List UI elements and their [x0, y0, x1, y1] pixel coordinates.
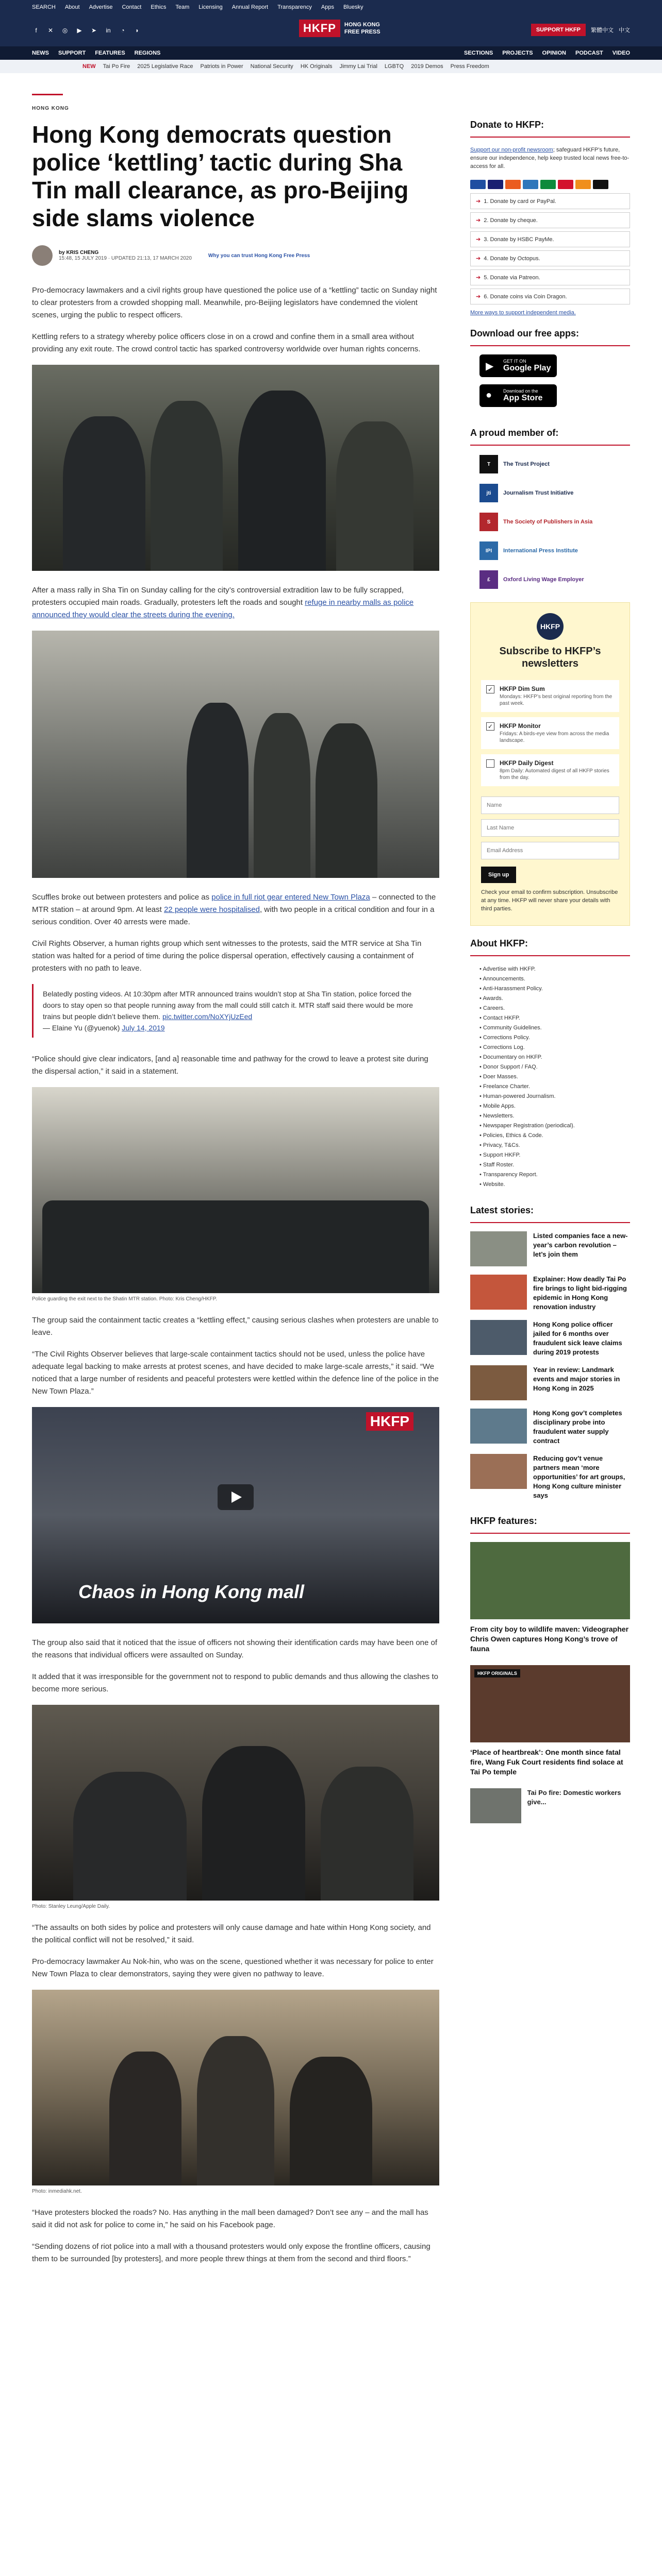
paragraph: The group also said that it noticed that the issue of officers not showing their identification cards may have been one of the reasons that individual officers were assaulted on Sunday.: [32, 1638, 438, 1659]
paragraph: Civil Rights Observer, a human rights group which sent witnesses to the protests, said the MTR service at Sha Tin station was halted for a period of time during the police dispersal operation, effectively causing a containment of protesters with no path to leave.: [32, 939, 422, 973]
about-item[interactable]: • Freelance Charter.: [479, 1082, 630, 1092]
donate-option[interactable]: ➔ 4. Donate by Octopus.: [470, 250, 630, 266]
about-item[interactable]: • Newspaper Registration (periodical).: [479, 1121, 630, 1131]
paragraph: It added that it was irresponsible for the government not to respond to public demands and thus allowing the clashes to become more serious.: [32, 1672, 438, 1693]
about-item[interactable]: • Policies, Ethics & Code.: [479, 1131, 630, 1141]
bluesky-link[interactable]: Bluesky: [343, 4, 363, 10]
story-thumbnail[interactable]: [470, 1365, 527, 1400]
apple-icon: ●: [486, 389, 492, 401]
story-thumbnail[interactable]: [470, 1231, 527, 1266]
email-field[interactable]: [481, 842, 619, 859]
annual-report-link[interactable]: Annual Report: [231, 4, 269, 10]
photo-mall-crowd: [32, 1990, 439, 2185]
tweet-pic-link[interactable]: pic.twitter.com/NoXYjUzEed: [162, 1012, 253, 1021]
newsletter-note: Check your email to confirm subscription. Unsubscribe at any time. HKFP will never share your details with third parties.: [481, 889, 618, 912]
photo-riot-police: [32, 365, 439, 571]
video-title: Chaos in Hong Kong mall: [78, 1581, 304, 1602]
checkbox[interactable]: [486, 759, 494, 768]
feature-image[interactable]: [470, 1665, 630, 1742]
latest-story[interactable]: Explainer: How deadly Tai Po fire brings to light bid-rigging epidemic in Hong Kong renovation industry: [470, 1275, 630, 1312]
member-heading: A proud member of:: [470, 428, 630, 446]
feature-title[interactable]: From city boy to wildlife maven: Videographer Chris Owen captures Hong Kong’s trove of fauna: [470, 1625, 629, 1653]
apps-link[interactable]: Apps: [321, 4, 334, 10]
feature-story[interactable]: Tai Po fire: Domestic workers give...: [470, 1788, 630, 1823]
jcb-icon: [540, 180, 556, 189]
photo-caption: Photo: Stanley Leung/Apple Daily.: [32, 1904, 110, 1909]
donate-option[interactable]: ➔ 6. Donate coins via Coin Dragon.: [470, 289, 630, 304]
nav-regions[interactable]: REGIONS: [134, 50, 161, 56]
photo-station-exit: [32, 1087, 439, 1293]
donate-text: Support our non-profit newsroom; safeguard HKFP’s future, ensure our independence, help keep trusted local news free-to-access for all.: [470, 147, 630, 170]
byline: [32, 245, 439, 266]
mastercard-icon: [505, 180, 521, 189]
chinese-link[interactable]: 中文: [619, 27, 630, 33]
youtube-icon[interactable]: ▶: [77, 27, 82, 34]
about-item[interactable]: • Human-powered Journalism.: [479, 1092, 630, 1101]
embedded-tweet: Belatedly posting videos. At 10:30pm after MTR announced trains wouldn’t stop at Sha Tin station, police forced the doors to stay open so that people running away from the mall could still catch it. MTR staff said there would be more trains but people didn’t believe them. pic.twitter.com/NoXYjUzEed — Elaine Yu (@yuenok) July 14, 2019: [32, 984, 439, 1038]
member-trust-project[interactable]: T The Trust Project: [479, 454, 630, 474]
trend-item[interactable]: Jimmy Lai Trial: [339, 63, 377, 70]
advertise-link[interactable]: Advertise: [89, 4, 113, 10]
about-item[interactable]: • Mobile Apps.: [479, 1101, 630, 1111]
sopa-icon: S: [479, 513, 498, 531]
story-thumbnail[interactable]: [470, 1409, 527, 1444]
latest-story[interactable]: Reducing gov’t venue partners mean ‘more opportunities’ for art groups, Hong Kong culture minister says: [470, 1454, 630, 1500]
licensing-link[interactable]: Licensing: [198, 4, 223, 10]
trend-item[interactable]: 2019 Demos: [411, 63, 443, 70]
latest-story[interactable]: Year in review: Landmark events and major stories in Hong Kong in 2025: [470, 1365, 630, 1400]
member-ipi[interactable]: IPI International Press Institute: [479, 540, 630, 561]
nav-projects[interactable]: PROJECTS: [502, 50, 533, 56]
google-play-button[interactable]: ▶ GET IT ON Google Play: [479, 354, 557, 377]
photo-mall-clash: [32, 1705, 439, 1901]
inline-link[interactable]: 22 people were hospitalised: [163, 905, 260, 914]
about-item[interactable]: • Announcements.: [479, 974, 630, 984]
last-name-field[interactable]: [481, 819, 619, 837]
ipi-icon: IPI: [479, 541, 498, 560]
newsletter-option[interactable]: ✓ HKFP Monitor Fridays: A birds-eye view from across the media landscape.: [481, 717, 619, 749]
name-field[interactable]: [481, 796, 619, 814]
inline-link[interactable]: refuge in nearby malls as police announced they would clear the streets during the evening.: [32, 598, 414, 619]
member-living-wage[interactable]: £ Oxford Living Wage Employer: [479, 569, 630, 590]
article-title: Hong Kong democrats question police ‘kettling’ tactic during Sha Tin mall clearance, as pro-Beijing side slams violence: [32, 121, 409, 231]
newsletter-logo: HKFP: [537, 613, 564, 640]
team-link[interactable]: Team: [175, 4, 190, 10]
donate-option[interactable]: ➔ 3. Donate by HSBC PayMe.: [470, 231, 630, 247]
social-icons: [32, 26, 141, 35]
about-item[interactable]: • Community Guidelines.: [479, 1023, 630, 1033]
donate-option[interactable]: ➔ 2. Donate by cheque.: [470, 212, 630, 228]
about-item[interactable]: • Corrections Log.: [479, 1043, 630, 1053]
originals-badge: HKFP ORIGINALS: [474, 1669, 520, 1677]
latest-story[interactable]: Listed companies face a new-year’s carbon revolution – let’s join them: [470, 1231, 630, 1266]
embedded-video[interactable]: [32, 1407, 439, 1623]
trending-bar: [0, 60, 662, 73]
ethics-link[interactable]: Ethics: [151, 4, 167, 10]
photo-caption: Police guarding the exit next to the Shatin MTR station. Photo: Kris Cheng/HKFP.: [32, 1296, 217, 1302]
newsletter-option[interactable]: ✓ HKFP Dim Sum Mondays: HKFP’s best original reporting from the past week.: [481, 680, 619, 712]
about-item[interactable]: • Donor Support / FAQ.: [479, 1062, 630, 1072]
logo-line1: HONG KONG: [344, 22, 380, 28]
x-icon[interactable]: ✕: [47, 27, 54, 34]
inline-link[interactable]: police in full riot gear entered New Town Plaza: [211, 893, 370, 902]
newsletter-title: Subscribe to HKFP’s newsletters: [499, 646, 601, 669]
about-item[interactable]: • Advertise with HKFP.: [479, 964, 630, 974]
nav-video[interactable]: VIDEO: [612, 50, 630, 56]
paragraph: “Police should give clear indicators, [and a] reasonable time and pathway for the crowd to leave a protest site during the dispersal action,” it said in a statement.: [32, 1055, 428, 1076]
about-item[interactable]: • Privacy, T&Cs.: [479, 1141, 630, 1150]
linkedin-icon[interactable]: in: [106, 27, 111, 34]
tweet-date-link[interactable]: July 14, 2019: [122, 1024, 165, 1032]
logo-mark: HKFP: [299, 20, 340, 37]
photo-caption: Photo: inmediahk.net.: [32, 2189, 82, 2194]
header: [0, 14, 662, 46]
author-avatar: [32, 245, 53, 266]
latest-heading: Latest stories:: [470, 1205, 630, 1223]
nav-sections[interactable]: SECTIONS: [464, 50, 493, 56]
main-nav: [0, 46, 662, 60]
trust-project-icon: T: [479, 455, 498, 473]
story-thumbnail[interactable]: [470, 1454, 527, 1489]
app-store-button[interactable]: ● Download on the App Store: [479, 384, 557, 407]
payme-icon: [558, 180, 573, 189]
feature-title[interactable]: ‘Place of heartbreak’: One month since fatal fire, Wang Fuk Court residents find solace at Tai Po temple: [470, 1748, 623, 1776]
trend-item[interactable]: National Security: [250, 63, 293, 70]
visa-icon: [488, 180, 503, 189]
transparency-link[interactable]: Transparency: [277, 4, 312, 10]
member-jti[interactable]: jti Journalism Trust Initiative: [479, 483, 630, 503]
photo-mall-police: [32, 631, 439, 878]
about-item[interactable]: • Staff Roster.: [479, 1160, 630, 1170]
red-rule: [32, 94, 63, 95]
paragraph: The group said the containment tactic creates a “kettling effect,” causing serious clashes when protesters are unable to leave.: [32, 1316, 439, 1337]
paypal-icon: [470, 180, 486, 189]
google-play-icon: ▶: [486, 361, 494, 372]
amex-icon: [523, 180, 538, 189]
paragraph: Scuffles broke out between protesters and police as police in full riot gear entered New Town Plaza – connected to the MTR station – at around 9pm. At least 22 people were hospitalised, with two people in a critical condition and four in a serious condition. Over 40 arrests were made.: [32, 893, 436, 926]
paragraph: “The assaults on both sides by police and protesters will only cause damage and hate within Hong Kong society, and the political conflict will not be resolved,” it said.: [32, 1923, 431, 1944]
nav-news[interactable]: NEWS: [32, 50, 49, 56]
checkbox[interactable]: ✓: [486, 685, 494, 693]
video-brand: HKFP: [366, 1412, 413, 1431]
living-wage-icon: £: [479, 570, 498, 589]
article: [32, 73, 439, 2275]
top-utility-bar: [0, 0, 662, 14]
story-thumbnail[interactable]: [470, 1788, 521, 1823]
trend-item[interactable]: Press Freedom: [450, 63, 489, 70]
paragraph: After a mass rally in Sha Tin on Sunday calling for the city’s controversial extradition law to be fully scrapped, protesters occupied main roads. Gradually, protesters left the roads and sought refuge in nearby malls as police announced they would clear the streets during the evening.: [32, 586, 414, 619]
nav-support[interactable]: SUPPORT: [58, 50, 86, 56]
sidebar: [470, 73, 630, 2275]
latest-story[interactable]: Hong Kong gov’t completes disciplinary probe into fraudulent water supply contract: [470, 1409, 630, 1446]
author-name[interactable]: by KRIS CHENG: [59, 250, 99, 256]
sign-up-button[interactable]: Sign up: [481, 867, 516, 883]
trend-item[interactable]: HK Originals: [300, 63, 333, 70]
jti-icon: jti: [479, 484, 498, 502]
telegram-icon[interactable]: ➤: [91, 27, 97, 34]
about-list: [479, 964, 630, 1190]
about-item[interactable]: • Anti-Harassment Policy.: [479, 984, 630, 994]
newsletter-signup: [470, 602, 630, 926]
search-link[interactable]: SEARCH: [32, 4, 56, 10]
about-item[interactable]: • Newsletters.: [479, 1111, 630, 1121]
trend-item[interactable]: 2025 Legislative Race: [137, 63, 193, 70]
rss-icon[interactable]: ◗: [135, 27, 139, 34]
nav-features[interactable]: FEATURES: [95, 50, 125, 56]
newsletter-option[interactable]: HKFP Daily Digest 8pm Daily: Automated digest of all HKFP stories from the day.: [481, 754, 619, 786]
checkbox[interactable]: ✓: [486, 722, 494, 731]
payment-icons: [470, 180, 630, 189]
about-item[interactable]: • Corrections Policy.: [479, 1033, 630, 1043]
new-badge: NEW: [82, 63, 96, 70]
facebook-icon[interactable]: f: [35, 27, 37, 34]
about-item[interactable]: • Website.: [479, 1180, 630, 1190]
donate-heading: Donate to HKFP:: [470, 120, 630, 138]
more-ways-link[interactable]: More ways to support independent media.: [470, 310, 576, 316]
features-heading: HKFP features:: [470, 1516, 630, 1534]
story-thumbnail[interactable]: [470, 1320, 527, 1355]
site-logo[interactable]: [299, 20, 380, 37]
nav-opinion[interactable]: OPINION: [542, 50, 566, 56]
paragraph: Kettling refers to a strategy whereby police officers close in on a crowd and confine them in a small area without providing any exit route. The crowd control tactic has sparked controversy worldwide over human rights concerns.: [32, 332, 421, 353]
trust-link[interactable]: Why you can trust Hong Kong Free Press: [208, 252, 310, 259]
logo-line2: FREE PRESS: [344, 29, 380, 35]
about-item[interactable]: • Documentary on HKFP.: [479, 1053, 630, 1062]
paragraph: Pro-democracy lawmaker Au Nok-hin, who was on the scene, questioned whether it was necessary for police to enter New Town Plaza to clear demonstrators, saying they were given no pathway to leave.: [32, 1957, 434, 1978]
about-item[interactable]: • Careers.: [479, 1004, 630, 1013]
about-item[interactable]: • Doer Masses.: [479, 1072, 630, 1082]
story-thumbnail[interactable]: [470, 1275, 527, 1310]
about-heading: About HKFP:: [470, 938, 630, 956]
support-hkfp-button[interactable]: SUPPORT HKFP: [531, 24, 586, 36]
publish-date: 15:48, 15 JULY 2019 · UPDATED 21:13, 17 MARCH 2020: [59, 256, 192, 261]
donate-options: [470, 193, 630, 304]
donate-option[interactable]: ➔ 1. Donate by card or PayPal.: [470, 193, 630, 209]
latest-story[interactable]: Hong Kong police officer jailed for 6 months over fraudulent sick leave claims during 2019 protests: [470, 1320, 630, 1357]
paragraph: Pro-democracy lawmakers and a civil rights group have questioned the police use of a “kettling” tactic on Sunday night to clear protesters from a crowded shopping mall. Meanwhile, pro-Beijing legislators have condemned the violent scenes, urging the public to respect officers.: [32, 286, 437, 319]
donate-link[interactable]: Support our non-profit newsroom: [470, 147, 553, 153]
paragraph: “The Civil Rights Observer believes that large-scale containment tactics should not be used, unless the police have adequate legal backing to make arrests at protest scenes, and have decided to make large-scale arrests,” it said. “We noticed that a large number of residents and peaceful protesters were kettled within the defence line of the police in the New Town Plaza.”: [32, 1350, 439, 1396]
article-kicker[interactable]: HONG KONG: [32, 106, 69, 111]
about-item[interactable]: • Transparency Report.: [479, 1170, 630, 1180]
about-item[interactable]: • Awards.: [479, 994, 630, 1004]
contact-link[interactable]: Contact: [122, 4, 142, 10]
nav-podcast[interactable]: PODCAST: [575, 50, 603, 56]
play-icon[interactable]: [218, 1484, 254, 1510]
octopus-icon: [575, 180, 591, 189]
trend-item[interactable]: LGBTQ: [384, 63, 404, 70]
whatsapp-icon[interactable]: ◔: [121, 27, 125, 34]
apps-heading: Download our free apps:: [470, 328, 630, 346]
instagram-icon[interactable]: ◎: [62, 27, 68, 34]
about-link[interactable]: About: [64, 4, 80, 10]
donate-option[interactable]: ➔ 5. Donate via Patreon.: [470, 269, 630, 285]
member-sopa[interactable]: S The Society of Publishers in Asia: [479, 512, 630, 532]
header-actions: [531, 24, 630, 36]
paragraph: “Have protesters blocked the roads? No. Has anything in the mall been damaged? Don’t see any – and the mall has said it did not ask for police to come in,” he said on his Facebook page.: [32, 2208, 428, 2229]
traditional-chinese-link[interactable]: 繁體中文: [591, 27, 614, 33]
about-item[interactable]: • Support HKFP.: [479, 1150, 630, 1160]
patreon-icon: [593, 180, 608, 189]
trend-item[interactable]: Tai Po Fire: [103, 63, 130, 70]
about-item[interactable]: • Contact HKFP.: [479, 1013, 630, 1023]
trend-item[interactable]: Patriots in Power: [200, 63, 243, 70]
paragraph: “Sending dozens of riot police into a mall with a thousand protesters would only expose the frontline officers, causing them to be surrounded [by protesters], and more people threw things at them from the second and third floors.”: [32, 2242, 431, 2263]
feature-image[interactable]: [470, 1542, 630, 1619]
